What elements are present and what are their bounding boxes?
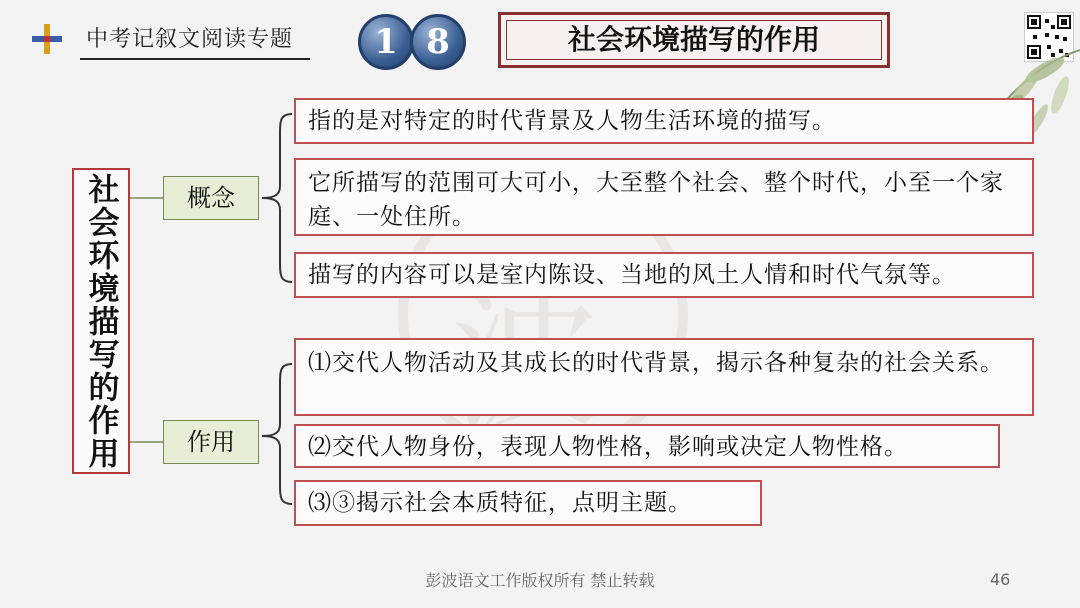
page-number: 46 xyxy=(990,570,1011,589)
slide-title-text: 社会环境描写的作用 xyxy=(567,23,820,56)
function-item: ⑴交代人物活动及其成长的时代背景，揭示各种复杂的社会关系。 xyxy=(294,338,1034,416)
concept-brace xyxy=(258,112,294,284)
copyright-footer: 彭波语文工作版权所有 禁止转载 xyxy=(425,571,655,590)
connector-lines xyxy=(130,195,164,455)
vertical-topic-text: 社会环境描写的作用 xyxy=(82,172,119,470)
concept-item: 指的是对特定的时代背景及人物生活环境的描写。 xyxy=(294,98,1034,144)
vertical-topic-title xyxy=(72,168,130,474)
concept-item: 描写的内容可以是室内陈设、当地的风土人情和时代气氛等。 xyxy=(294,252,1034,298)
series-title: 中考记叙文阅读专题 xyxy=(86,27,294,52)
function-item: ⑶③揭示社会本质特征，点明主题。 xyxy=(294,480,762,526)
function-item: ⑵交代人物身份，表现人物性格，影响或决定人物性格。 xyxy=(294,424,1000,468)
concept-item: 它所描写的范围可大可小，大至整个社会、整个时代，小至一个家庭、一处住所。 xyxy=(294,158,1034,236)
function-label: 作用 xyxy=(163,420,259,464)
lesson-number-digit-1: 1 xyxy=(358,14,414,70)
function-brace xyxy=(258,362,294,506)
concept-label: 概念 xyxy=(163,176,259,220)
slide-title xyxy=(498,12,890,68)
header-underline xyxy=(80,58,310,60)
lesson-number-digit-2: 8 xyxy=(410,14,466,70)
logo-cross-icon xyxy=(30,22,64,56)
